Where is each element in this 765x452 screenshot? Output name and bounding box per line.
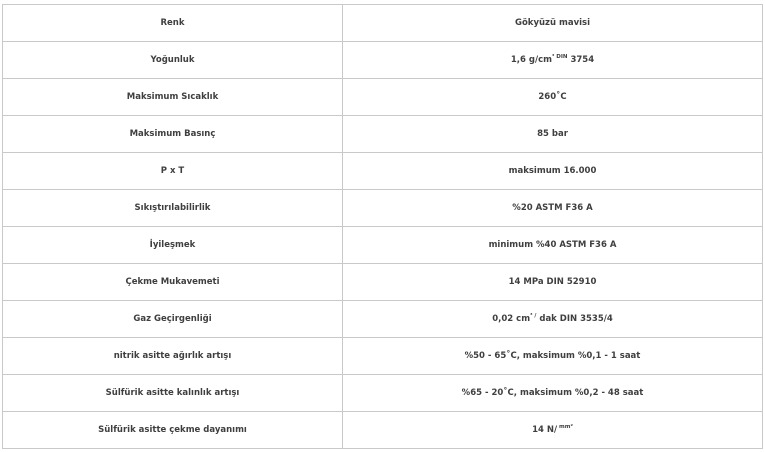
table-row bbox=[3, 264, 763, 301]
value-tail: 3754 bbox=[567, 55, 595, 65]
properties-table bbox=[2, 4, 763, 449]
value-tail: dak DIN 3535/4 bbox=[536, 314, 613, 324]
table-row bbox=[3, 412, 763, 449]
table-row bbox=[3, 42, 763, 79]
table-row bbox=[3, 301, 763, 338]
value-superscript: ³ DIN bbox=[551, 54, 568, 61]
property-name: Gaz Geçirgenliği bbox=[3, 301, 343, 338]
property-value: 260˚C bbox=[343, 79, 763, 116]
property-name: Yoğunluk bbox=[3, 42, 343, 79]
property-value: Gökyüzü mavisi bbox=[343, 5, 763, 42]
property-value: %50 - 65˚C, maksimum %0,1 - 1 saat bbox=[343, 338, 763, 375]
table-row bbox=[3, 5, 763, 42]
property-name: Renk bbox=[3, 5, 343, 42]
property-value: 14 MPa DIN 52910 bbox=[343, 264, 763, 301]
property-name: Maksimum Sıcaklık bbox=[3, 79, 343, 116]
property-value: minimum %40 ASTM F36 A bbox=[343, 227, 763, 264]
property-name: Sülfürik asitte çekme dayanımı bbox=[3, 412, 343, 449]
table-row bbox=[3, 375, 763, 412]
property-value bbox=[343, 412, 763, 449]
value-main: 0,02 cm bbox=[492, 314, 531, 324]
table-row bbox=[3, 79, 763, 116]
table-row bbox=[3, 338, 763, 375]
table-row bbox=[3, 190, 763, 227]
value-main: 1,6 g/cm bbox=[510, 55, 552, 65]
property-name: İyileşmek bbox=[3, 227, 343, 264]
value-main: 14 N/ bbox=[532, 425, 558, 435]
property-value: maksimum 16.000 bbox=[343, 153, 763, 190]
table-row bbox=[3, 227, 763, 264]
property-value: 85 bar bbox=[343, 116, 763, 153]
property-name: nitrik asitte ağırlık artışı bbox=[3, 338, 343, 375]
property-value bbox=[343, 42, 763, 79]
property-name: P x T bbox=[3, 153, 343, 190]
table-row bbox=[3, 116, 763, 153]
property-value: %20 ASTM F36 A bbox=[343, 190, 763, 227]
property-name: Sıkıştırılabilirlik bbox=[3, 190, 343, 227]
property-name: Çekme Mukavemeti bbox=[3, 264, 343, 301]
property-value bbox=[343, 301, 763, 338]
value-superscript: ³ / bbox=[530, 313, 537, 320]
value-superscript: mm² bbox=[557, 424, 573, 431]
property-value: %65 - 20˚C, maksimum %0,2 - 48 saat bbox=[343, 375, 763, 412]
table-row bbox=[3, 153, 763, 190]
property-name: Sülfürik asitte kalınlık artışı bbox=[3, 375, 343, 412]
property-name: Maksimum Basınç bbox=[3, 116, 343, 153]
